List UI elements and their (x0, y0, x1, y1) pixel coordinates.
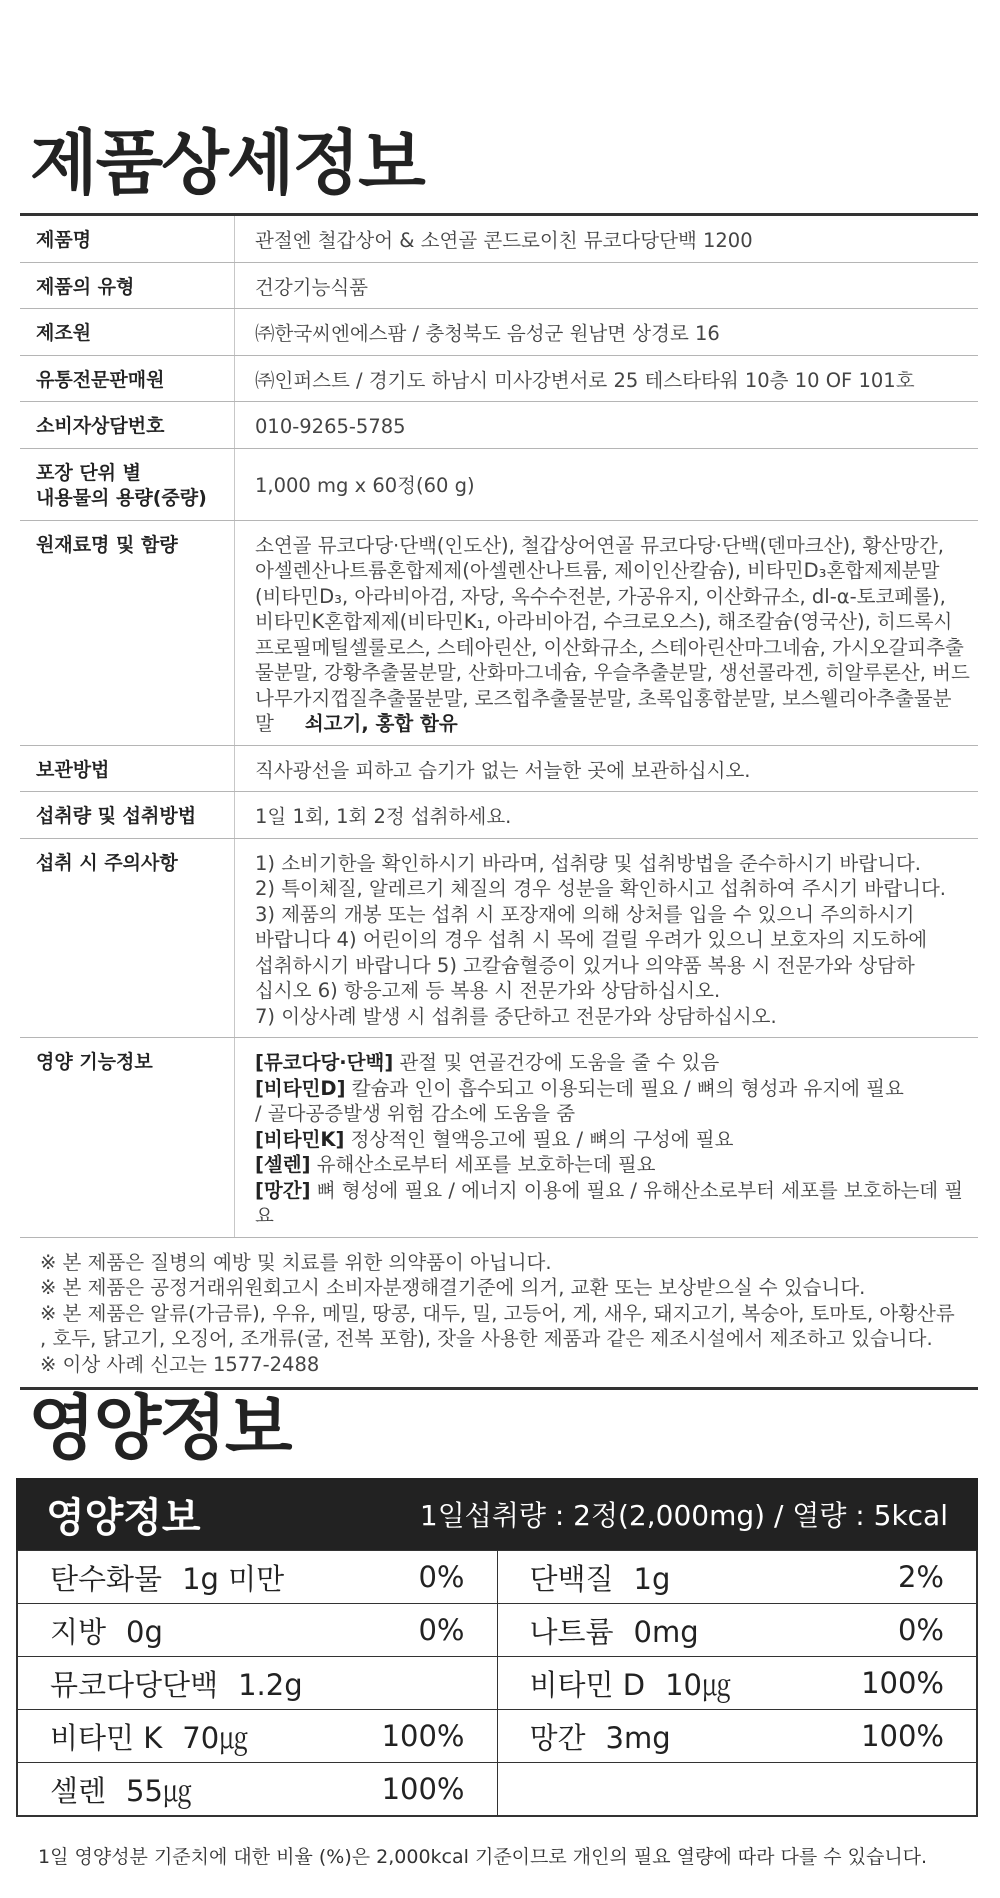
function-name: [비타민K] (255, 1127, 345, 1151)
ingredients-value (235, 520, 979, 745)
nutrition-row (17, 1604, 977, 1657)
nutrient-name: 지방 (50, 1614, 107, 1649)
row-label: 소비자상담번호 (20, 402, 235, 449)
product-info-table (20, 213, 978, 1390)
row-value: 관절엔 철갑상어 & 소연골 콘드로이친 뮤코다당단백 1200 (235, 215, 979, 263)
row-value: ㈜인퍼스트 / 경기도 하남시 미사강변서로 25 테스타타워 10층 10 OF 101호 (235, 355, 979, 402)
row-label-line: 포장 단위 별 (36, 461, 141, 484)
nutrient-name: 나트륨 (529, 1614, 614, 1649)
nutrition-row (17, 1551, 977, 1604)
nutrient-amount: 3mg (605, 1720, 671, 1755)
nutrient-name: 탄수화물 (50, 1561, 163, 1596)
row-label (20, 448, 235, 520)
nutrient-percent: 2% (897, 1560, 944, 1594)
row-label: 제조원 (20, 309, 235, 356)
nutrient-cell (497, 1551, 977, 1604)
caution-line: 십시오 6) 항응고제 등 복용 시 전문가와 상담하십시오. (255, 979, 721, 1002)
row-value: ㈜한국씨엔에스팜 / 충청북도 음성군 원남면 상경로 16 (235, 309, 979, 356)
caution-line: 섭취하시기 바랍니다 5) 고칼슘혈증이 있거나 의약품 복용 시 전문가와 상담하 (255, 953, 915, 977)
table-row (20, 448, 978, 520)
caution-line: 7) 이상사례 발생 시 섭취를 중단하고 전문가와 상담하십시오. (255, 1004, 777, 1028)
caution-line: 2) 특이체질, 알레르기 체질의 경우 성분을 확인하시고 섭취하여 주시기 바랍니다. (255, 877, 946, 900)
nutrient-cell (17, 1763, 497, 1817)
function-line (255, 1076, 970, 1102)
nutrient-amount: 1g (633, 1561, 671, 1596)
row-label: 원재료명 및 함량 (20, 520, 235, 745)
nutrient-cell (17, 1604, 497, 1657)
nutrient-percent: 0% (418, 1560, 465, 1594)
nutrient-cell-empty (497, 1763, 977, 1817)
function-line (255, 1178, 970, 1229)
nutrient-amount: 0g (126, 1614, 163, 1649)
function-name: [뮤코다당·단백] (255, 1051, 394, 1074)
nutrient-cell (497, 1604, 977, 1657)
nutrition-grid (16, 1550, 978, 1817)
page-title: 제품상세정보 (30, 122, 424, 204)
nutrient-percent: 100% (381, 1719, 465, 1753)
nutrient-percent: 100% (861, 1719, 944, 1753)
nutrient-name: 뮤코다당단백 (50, 1667, 219, 1702)
row-label: 제품명 (20, 215, 235, 263)
nutrient-cell (497, 1657, 977, 1710)
function-text: 정상적인 혈액응고에 필요 / 뼈의 구성에 필요 (344, 1127, 734, 1151)
table-row (20, 838, 978, 1038)
nutrient-name: 단백질 (529, 1561, 614, 1596)
nutrition-row (17, 1710, 977, 1763)
nutrition-footnote: 1일 영양성분 기준치에 대한 비율 (%)은 2,000kcal 기준이므로 개인의 필요 열량에 따라 다를 수 있습니다. (38, 1846, 928, 1868)
table-row (20, 215, 978, 263)
row-label-line: 내용물의 용량(중량) (36, 487, 207, 509)
function-value (235, 1038, 979, 1238)
row-label: 섭취량 및 섭취방법 (20, 792, 235, 839)
nutrient-amount: 1g 미만 (182, 1561, 285, 1596)
function-line (255, 1050, 970, 1076)
function-name: [망간] (255, 1178, 311, 1202)
table-row (20, 745, 978, 792)
ingredient-line: 비타민K혼합제제(비타민K₁, 아라비아검, 수크로오스), 해조칼슘(영국산), 히드록시 (255, 610, 953, 633)
row-label: 보관방법 (20, 745, 235, 792)
note-line: ※ 본 제품은 공정거래위원회고시 소비자분쟁해결기준에 의거, 교환 또는 보상받으실 수 있습니다. (40, 1276, 866, 1299)
caution-line: 바랍니다 4) 어린이의 경우 섭취 시 목에 걸릴 우려가 있으니 보호자의 지도하에 (255, 928, 928, 951)
table-row (20, 355, 978, 402)
row-label: 섭취 시 주의사항 (20, 838, 235, 1038)
nutrition-header-title: 영양정보 (46, 1494, 201, 1541)
function-line (255, 1127, 970, 1153)
function-name: [셀렌] (255, 1153, 311, 1176)
function-text: 유해산소로부터 세포를 보호하는데 필요 (310, 1153, 656, 1176)
nutrient-name: 망간 (529, 1720, 586, 1755)
ingredient-line: 프로필메틸셀룰로스, 스테아린산, 이산화규소, 스테아린산마그네슘, 가시오갈피추출 (255, 635, 964, 659)
serving-info: 1일섭취량 : 2정(2,000mg) / 열량 : 5kcal (419, 1499, 948, 1532)
function-text: 뼈 형성에 필요 / 에너지 이용에 필요 / 유해산소로부터 세포를 보호하는데 필요 (255, 1178, 964, 1227)
nutrient-cell (17, 1551, 497, 1604)
nutrient-cell (17, 1710, 497, 1763)
function-line (255, 1152, 970, 1178)
nutrient-amount: 55㎍ (126, 1773, 192, 1808)
ingredient-line: (비타민D₃, 아라비아검, 자당, 옥수수전분, 가공유지, 이산화규소, dl-α-토코페롤), (255, 584, 946, 608)
note-line: ※ 본 제품은 질병의 예방 및 치료를 위한 의약품이 아닙니다. (40, 1250, 552, 1274)
note-line: ※ 본 제품은 알류(가금류), 우유, 메밀, 땅콩, 대두, 밀, 고등어, 게, 새우, 돼지고기, 복숭아, 토마토, 아황산류 (40, 1301, 955, 1325)
notes (20, 1237, 978, 1389)
nutrient-cell (497, 1710, 977, 1763)
row-value: 1,000 mg x 60정(60 g) (235, 448, 979, 520)
nutrient-name: 비타민 K (50, 1720, 163, 1755)
allergen-text: 쇠고기, 홍합 함유 (304, 712, 458, 735)
function-text: / 골다공증발생 위험 감소에 도움을 줌 (255, 1102, 576, 1125)
row-label: 영양 기능정보 (20, 1038, 235, 1238)
table-row (20, 262, 978, 309)
function-line (255, 1101, 970, 1127)
row-label: 제품의 유형 (20, 262, 235, 309)
function-text: 관절 및 연골건강에 도움을 줄 수 있음 (393, 1051, 720, 1074)
nutrition-header (16, 1478, 978, 1550)
caution-value (235, 838, 979, 1038)
table-row (20, 520, 978, 745)
nutrient-percent: 100% (381, 1772, 465, 1806)
table-row (20, 309, 978, 356)
note-line: , 호두, 닭고기, 오징어, 조개류(굴, 전복 포함), 잣을 사용한 제품과 같은 제조시설에서 제조하고 있습니다. (40, 1327, 933, 1350)
nutrition-row (17, 1657, 977, 1710)
table-row (20, 1038, 978, 1238)
row-label: 유통전문판매원 (20, 355, 235, 402)
function-text: 칼슘과 인이 흡수되고 이용되는데 필요 / 뼈의 형성과 유지에 필요 (345, 1076, 904, 1100)
nutrient-percent: 100% (861, 1666, 944, 1700)
caution-line: 3) 제품의 개봉 또는 섭취 시 포장재에 의해 상처를 입을 수 있으니 주의하시기 (255, 902, 915, 926)
ingredient-line: 아셀렌산나트륨혼합제제(아셀렌산나트륨, 제이인산칼슘), 비타민D₃혼합제제분말 (255, 559, 940, 582)
caution-line: 1) 소비기한을 확인하시기 바라며, 섭취량 및 섭취방법을 준수하시기 바랍니다. (255, 851, 921, 875)
ingredient-line: 나무가지껍질추출물분말, 로즈힙추출물분말, 초록입홍합분말, 보스웰리아추출물분 (255, 686, 952, 710)
notes-row (20, 1237, 978, 1389)
nutrient-name: 셀렌 (50, 1773, 107, 1808)
row-value: 010-9265-5785 (235, 402, 979, 449)
nutrient-amount: 10㎍ (665, 1667, 731, 1702)
function-name: [비타민D] (255, 1076, 346, 1100)
table-row (20, 402, 978, 449)
nutrient-amount: 70㎍ (182, 1720, 249, 1755)
nutrient-amount: 1.2g (238, 1667, 303, 1702)
nutrient-cell (17, 1657, 497, 1710)
ingredient-line: 소연골 뮤코다당·단백(인도산), 철갑상어연골 뮤코다당·단백(덴마크산), 황산망간, (255, 533, 945, 557)
ingredient-line: 물분말, 강황추출물분말, 산화마그네슘, 우슬추출분말, 생선콜라겐, 히알루론산, 버드 (255, 661, 970, 684)
nutrient-percent: 0% (418, 1613, 465, 1647)
ingredient-line-text: 말 (255, 712, 274, 735)
ingredient-line (255, 711, 970, 737)
note-line: ※ 이상 사례 신고는 1577-2488 (40, 1352, 320, 1376)
nutrition-row (17, 1763, 977, 1817)
nutrition-facts (16, 1478, 978, 1817)
row-value: 1일 1회, 1회 2정 섭취하세요. (235, 792, 979, 839)
nutrition-section-title: 영양정보 (28, 1387, 291, 1469)
row-value: 직사광선을 피하고 습기가 없는 서늘한 곳에 보관하십시오. (235, 745, 979, 792)
nutrient-name: 비타민 D (529, 1667, 646, 1702)
nutrient-percent: 0% (897, 1613, 944, 1647)
row-value: 건강기능식품 (235, 262, 979, 309)
table-row (20, 792, 978, 839)
nutrient-amount: 0mg (633, 1614, 699, 1649)
